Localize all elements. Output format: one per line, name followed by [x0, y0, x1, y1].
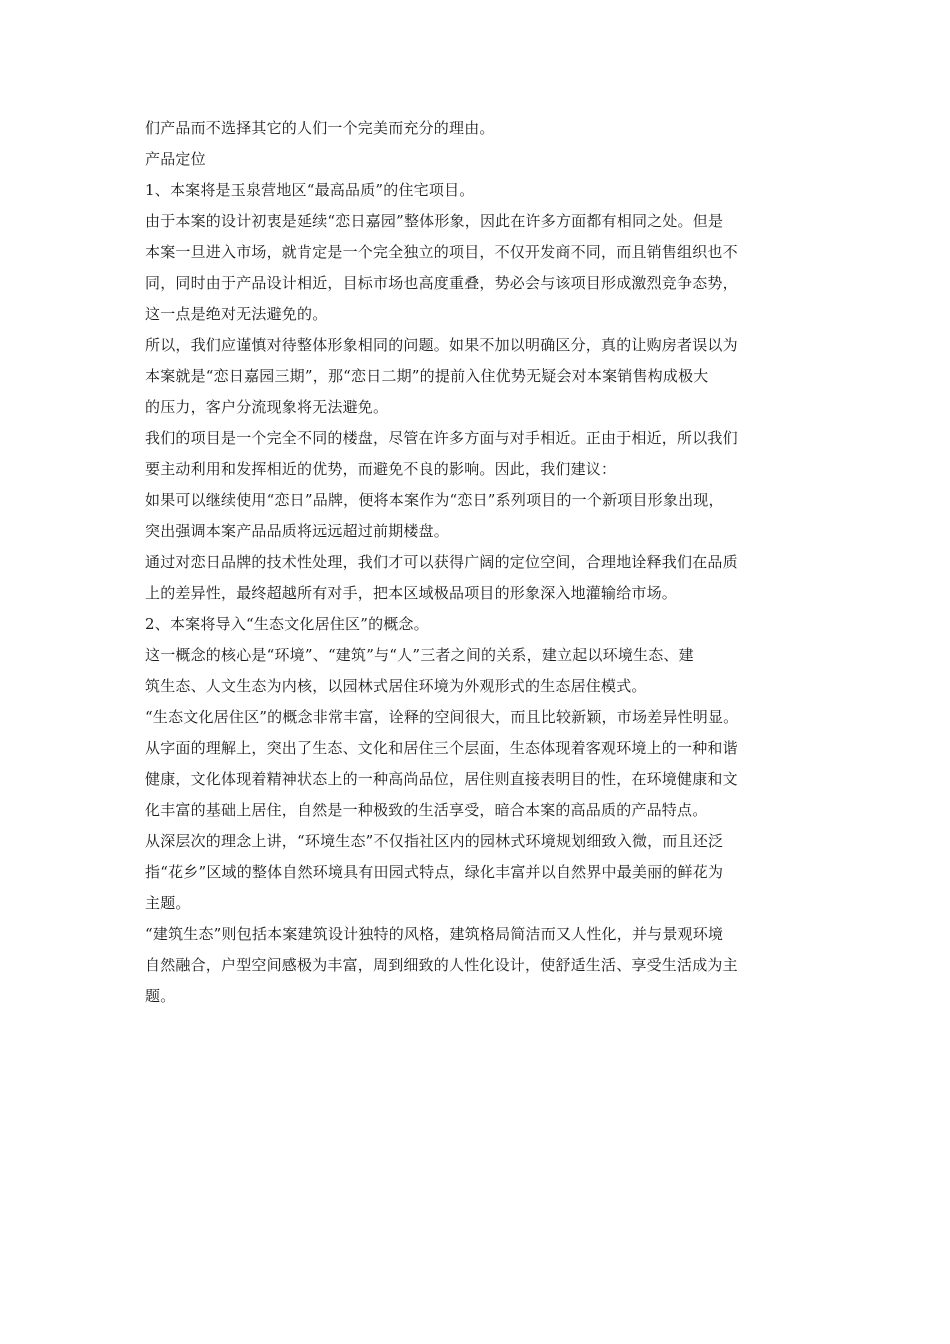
text-line: 产品定位: [145, 150, 206, 168]
text-line: 的压力，客户分流现象将无法避免。: [145, 398, 389, 416]
text-line: 自然融合，户型空间感极为丰富，周到细致的人性化设计，使舒适生活、享受生活成为主: [145, 956, 738, 974]
text-line: 由于本案的设计初衷是延续“恋日嘉园”整体形象，因此在许多方面都有相同之处。但是: [145, 212, 724, 230]
text-line: 筑生态、人文生态为内核，以园林式居住环境为外观形式的生态居住模式。: [145, 677, 647, 695]
text-line: 突出强调本案产品品质将远远超过前期楼盘。: [145, 522, 450, 540]
text-line: 健康，文化体现着精神状态上的一种高尚品位，居住则直接表明目的性，在环境健康和文: [145, 770, 738, 788]
text-line: 主题。: [145, 894, 191, 912]
text-line: “生态文化居住区”的概念非常丰富，诠释的空间很大，而且比较新颖，市场差异性明显。: [145, 708, 739, 726]
text-line: “建筑生态”则包括本案建筑设计独特的风格，建筑格局简洁而又人性化，并与景观环境: [145, 925, 724, 943]
text-line: 本案就是“恋日嘉园三期”，那“恋日二期”的提前入住优势无疑会对本案销售构成极大: [145, 367, 709, 385]
text-line: 我们的项目是一个完全不同的楼盘，尽管在许多方面与对手相近。正由于相近，所以我们: [145, 429, 738, 447]
text-line: 1、本案将是玉泉营地区“最高品质”的住宅项目。: [145, 181, 475, 199]
text-line: 如果可以继续使用“恋日”品牌，便将本案作为“恋日”系列项目的一个新项目形象出现，: [145, 491, 724, 509]
text-line: 所以，我们应谨慎对待整体形象相同的问题。如果不加以明确区分，真的让购房者误以为: [145, 336, 738, 354]
text-line: 化丰富的基础上居住，自然是一种极致的生活享受，暗合本案的高品质的产品特点。: [145, 801, 708, 819]
text-line: 同，同时由于产品设计相近，目标市场也高度重叠，势必会与该项目形成激烈竞争态势，: [145, 274, 738, 292]
text-line: 本案一旦进入市场，就肯定是一个完全独立的项目，不仅开发商不同，而且销售组织也不: [145, 243, 738, 261]
text-line: 要主动利用和发挥相近的优势，而避免不良的影响。因此，我们建议：: [145, 460, 617, 478]
text-line: 指“花乡”区域的整体自然环境具有田园式特点，绿化丰富并以自然界中最美丽的鲜花为: [145, 863, 724, 881]
text-line: 2、本案将导入“生态文化居住区”的概念。: [145, 615, 429, 633]
text-line: 这一概念的核心是“环境”、“建筑”与“人”三者之间的关系，建立起以环境生态、建: [145, 646, 694, 664]
text-line: 通过对恋日品牌的技术性处理，我们才可以获得广阔的定位空间，合理地诠释我们在品质: [145, 553, 738, 571]
text-line: 题。: [145, 987, 176, 1005]
text-line: 从深层次的理念上讲，“环境生态”不仅指社区内的园林式环境规划细致入微，而且还泛: [145, 832, 724, 850]
document-body: [145, 113, 835, 1012]
text-line: 上的差异性，最终超越所有对手，把本区域极品项目的形象深入地灌输给市场。: [145, 584, 678, 602]
text-line: 们产品而不选择其它的人们一个完美而充分的理由。: [145, 119, 495, 137]
text-line: 从字面的理解上，突出了生态、文化和居住三个层面，生态体现着客观环境上的一种和谐: [145, 739, 738, 757]
text-line: 这一点是绝对无法避免的。: [145, 305, 328, 323]
